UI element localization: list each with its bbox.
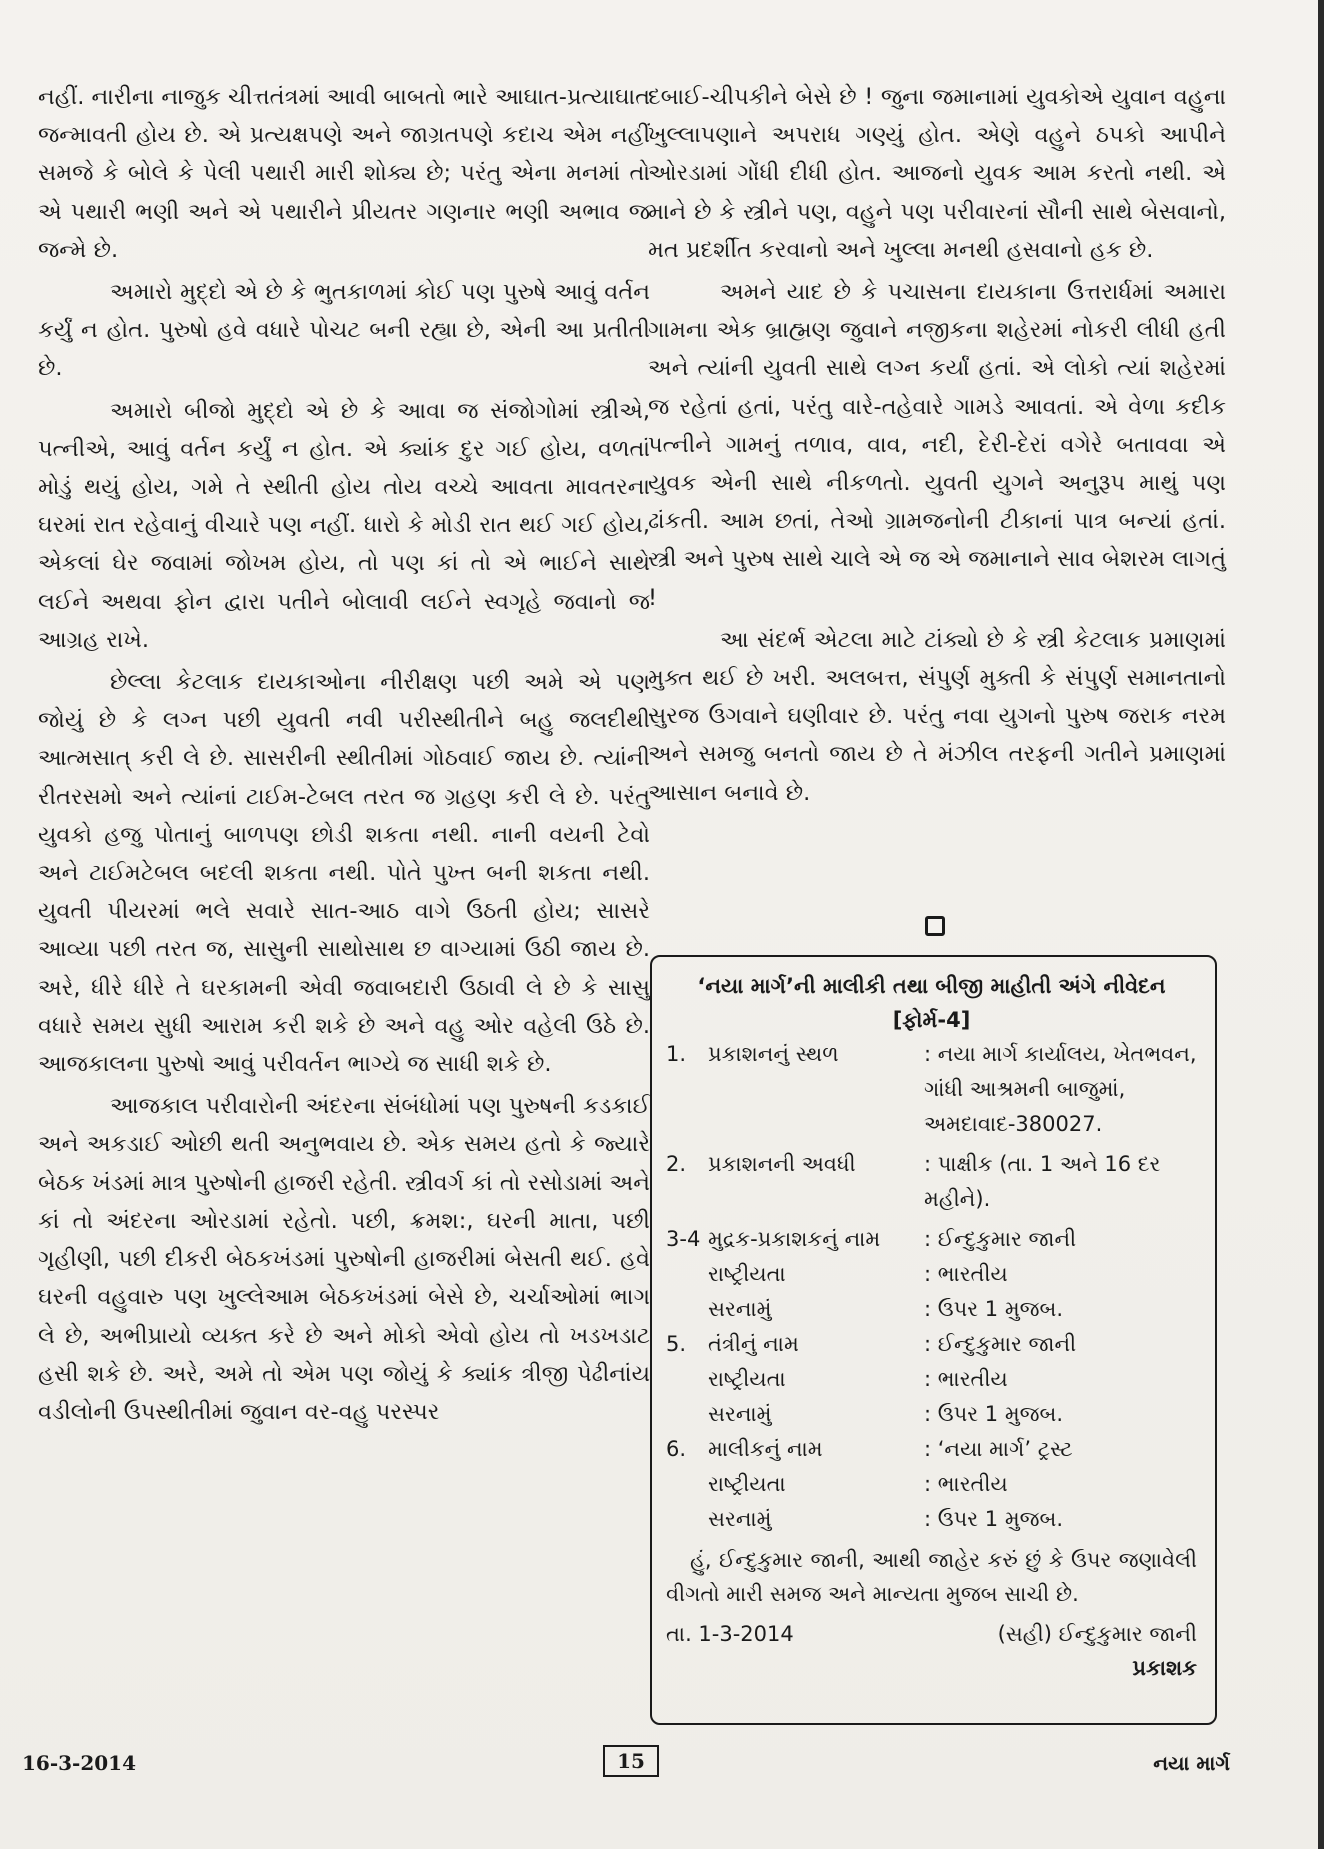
- row-value: : ઈન્દુકુમાર જાની: [924, 1332, 1077, 1356]
- scan-edge-divider: [1318, 0, 1324, 1849]
- paragraph: અમારો બીજો મુદ્દો એ છે કે આવા જ સંજોગોમાં સ્ત્રીએ, પત્નીએ, આવું વર્તન કર્યું ન હોત. એ ક્યાંક દુર ગઈ હોય, વળતાં મોડું થયું હોય, ગમે તે સ્થીતી હોય તોય વચ્ચે આવતા માવતરના ઘરમાં રાત રહેવાનું વીચારે પણ નહીં. ધારો કે મોડી રાત થઈ ગઈ હોય, એકલાં ઘેર જવામાં જોખમ હોય, તો પણ કાં તો એ ભાઈને સાથે લઈને અથવા ફોન દ્વારા પતીને બોલાવી લઈને સ્વગૃહે જવાનો જ આગ્રહ રાખે.: [38, 397, 650, 653]
- paragraph: દબાઈ-ચીપકીને બેસે છે ! જુના જમાનામાં યુવકોએ યુવાન વહુના ખુલ્લાપણાને અપરાધ ગણ્યું હોત. એણે વહુને ઠપકો આપીને ઓરડામાં ગોંધી દીધી હોત. આજનો યુવક આમ કરતો નથી. એ માને છે કે સ્ત્રીને પણ, વહુને પણ પરીવારનાં સૌની સાથે બેસવાનો, મત પ્રદર્શીત કરવાનો અને ખુલ્લા મનથી હસવાનો હક છે.: [648, 84, 1226, 263]
- row-value: : ઉપર 1 મુજબ.: [924, 1507, 1064, 1531]
- page-number: 15: [603, 1745, 659, 1777]
- notice-row: [666, 1362, 1197, 1397]
- paragraph: છેલ્લા કેટલાક દાયકાઓના નીરીક્ષણ પછી અમે એ પણ જોયું છે કે લગ્ન પછી યુવતી નવી પરીસ્થીતીને બહુ જલદીથી આત્મસાત્ કરી લે છે. સાસરીની સ્થીતીમાં ગોઠવાઈ જાય છે. ત્યાંની રીતરસમો અને ત્યાંનાં ટાઈમ-ટેબલ તરત જ ગ્રહણ કરી લે છે. પરંતુ યુવકો હજુ પોતાનું બાળપણ છોડી શકતા નથી. નાની વયની ટેવો અને ટાઈમટેબલ બદલી શકતા નથી. પોતે પુખ્ત બની શકતા નથી. યુવતી પીયરમાં ભલે સવારે સાત-આઠ વાગે ઉઠતી હોય; સાસરે આવ્યા પછી તરત જ, સાસુની સાથોસાથ છ વાગ્યામાં ઉઠી જાય છે. અરે, ધીરે ધીરે તે ઘરકામની એવી જવાબદારી ઉઠાવી લે છે કે સાસુ વધારે સમય સુધી આરામ કરી શકે છે અને વહુ ઓર વહેલી ઉઠે છે. આજકાલના પુરુષો આવું પરીવર્તન ભાગ્યે જ સાધી શકે છે.: [38, 669, 650, 1078]
- notice-row: [666, 1222, 1197, 1257]
- row-number: 3-4: [666, 1227, 701, 1251]
- right-column: [648, 78, 1226, 816]
- row-label: રાષ્ટ્રીયતા: [708, 1262, 786, 1286]
- row-label: મુદ્રક-પ્રકાશકનું નામ: [708, 1227, 881, 1251]
- row-value: : ભારતીય: [924, 1472, 1008, 1496]
- notice-publisher: પ્રકાશક: [1132, 1656, 1197, 1680]
- row-value: : ‘નયા માર્ગ’ ટ્રસ્ટ: [924, 1437, 1073, 1461]
- notice-sign-row: [666, 1617, 1197, 1651]
- notice-form-label: [ફોર્મ-4]: [892, 1008, 971, 1032]
- notice-row: [666, 1147, 1197, 1217]
- page-footer: [0, 1745, 1324, 1785]
- ownership-notice-box: [650, 955, 1217, 1725]
- paragraph: અમારો મુદ્દો એ છે કે ભુતકાળમાં કોઈ પણ પુરુષે આવું વર્તન કર્યું ન હોત. પુરુષો હવે વધારે પોચટ બની રહ્યા છે, એની આ પ્રતીતી છે.: [38, 279, 650, 382]
- row-value: : ઉપર 1 મુજબ.: [924, 1402, 1064, 1426]
- row-label: માલીકનું નામ: [708, 1437, 823, 1461]
- left-column: [38, 78, 650, 1435]
- notice-signature: (સહી) ઈન્દુકુમાર જાની: [997, 1622, 1197, 1646]
- row-number: 2.: [666, 1152, 687, 1176]
- notice-date: તા. 1-3-2014: [666, 1622, 794, 1646]
- article-end-square-icon: [925, 916, 945, 936]
- paragraph: નહીં. નારીના નાજુક ચીત્તતંત્રમાં આવી બાબતો ભારે આઘાત-પ્રત્યાઘાત જન્માવતી હોય છે. એ પ્રત્યક્ષપણે અને જાગ્રતપણે કદાચ એમ નહીં સમજે કે બોલે કે પેલી પથારી મારી શોક્ય છે; પરંતુ એના મનમાં તો એ પથારી ભણી અને એ પથારીને પ્રીયતર ગણનાર ભણી અભાવ જ જન્મે છે.: [38, 84, 650, 263]
- row-value: : ભારતીય: [924, 1262, 1008, 1286]
- magazine-name: નયા માર્ગ: [1153, 1751, 1230, 1775]
- row-label: સરનામું: [708, 1507, 772, 1531]
- row-label: રાષ્ટ્રીયતા: [708, 1367, 786, 1391]
- notice-row: [666, 1502, 1197, 1537]
- row-value: : ઉપર 1 મુજબ.: [924, 1297, 1064, 1321]
- notice-row: [666, 1037, 1197, 1142]
- paragraph: આ સંદર્ભ એટલા માટે ટાંક્યો છે કે સ્ત્રી કેટલાક પ્રમાણમાં મુક્ત થઈ છે ખરી. અલબત્ત, સંપુર્ણ મુક્તી કે સંપુર્ણ સમાનતાનો સુરજ ઉગવાને ઘણીવાર છે. પરંતુ નવા યુગનો પુરુષ જરાક નરમ અને સમજુ બનતો જાય છે તે મંઝીલ તરફની ગતીને પ્રમાણમાં આસાન બનાવે છે.: [648, 626, 1226, 806]
- row-label: પ્રકાશનની અવધી: [708, 1152, 856, 1176]
- row-value: : ભારતીય: [924, 1367, 1008, 1391]
- row-label: તંત્રીનું નામ: [708, 1332, 799, 1356]
- paragraph: આજકાલ પરીવારોની અંદરના સંબંધોમાં પણ પુરુષની કડકાઈ અને અકડાઈ ઓછી થતી અનુભવાય છે. એક સમય હતો કે જ્યારે બેઠક ખંડમાં માત્ર પુરુષોની હાજરી રહેતી. સ્ત્રીવર્ગ કાં તો રસોડામાં અને કાં તો અંદરના ઓરડામાં રહેતો. પછી, ક્રમશ:, ઘરની માતા, પછી ગૃહીણી, પછી દીકરી બેઠકખંડમાં પુરુષોની હાજરીમાં બેસતી થઈ. હવે ઘરની વહુવારુ પણ ખુલ્લેઆમ બેઠકખંડમાં બેસે છે, ચર્ચાઓમાં ભાગ લે છે, અભીપ્રાયો વ્યક્ત કરે છે અને મોકો એવો હોય તો ખડખડાટ હસી શકે છે. અરે, અમે તો એમ પણ જોયું કે ક્યાંક ત્રીજી પેઢીનાંય વડીલોની ઉપસ્થીતીમાં જુવાન વર-વહુ પરસ્પર: [38, 1093, 650, 1425]
- row-value: : પાક્ષીક (તા. 1 અને 16 દર મહીને).: [924, 1152, 1161, 1211]
- row-label: સરનામું: [708, 1297, 772, 1321]
- notice-row: [666, 1432, 1197, 1467]
- notice-title: ‘નયા માર્ગ’ની માલીકી તથા બીજી માહીતી અંગે નીવેદન: [697, 974, 1166, 998]
- notice-declaration: હું, ઈન્દુકુમાર જાની, આથી જાહેર કરું છું કે ઉપર જણાવેલી વીગતો મારી સમજ અને માન્યતા મુજબ સાચી છે.: [666, 1548, 1197, 1606]
- row-number: 5.: [666, 1332, 687, 1356]
- row-value: : નયા માર્ગ કાર્યાલય, ખેતભવન, ગાંધી આશ્રમની બાજુમાં, અમદાવાદ-380027.: [924, 1042, 1197, 1136]
- row-number: 6.: [666, 1437, 687, 1461]
- row-label: પ્રકાશનનું સ્થળ: [708, 1042, 839, 1066]
- notice-row: [666, 1467, 1197, 1502]
- row-number: 1.: [666, 1042, 687, 1066]
- paragraph: અમને યાદ છે કે પચાસના દાયકાના ઉત્તરાર્ધમાં અમારા ગામના એક બ્રાહ્મણ જુવાને નજીકના શહેરમાં નોકરી લીધી હતી અને ત્યાંની યુવતી સાથે લગ્ન કર્યાં હતાં. એ લોકો ત્યાં શહેરમાં જ રહેતાં હતાં, પરંતુ વારે-તહેવારે ગામડે આવતાં. એ વેળા કદીક પત્નીને ગામનું તળાવ, વાવ, નદી, દેરી-દેરાં વગેરે બતાવવા એ યુવક એની સાથે નીકળતો. યુવતી યુગને અનુરૂપ માથું પણ ઢાંકતી. આમ છતાં, તેઓ ગ્રામજનોની ટીકાનાં પાત્ર બન્યાં હતાં. સ્ત્રી અને પુરુષ સાથે ચાલે એ જ એ જમાનાને સાવ બેશરમ લાગતું !: [648, 279, 1226, 611]
- notice-row: [666, 1327, 1197, 1362]
- row-label: રાષ્ટ્રીયતા: [708, 1472, 786, 1496]
- notice-row: [666, 1257, 1197, 1292]
- notice-row: [666, 1397, 1197, 1432]
- issue-date: 16-3-2014: [22, 1751, 137, 1775]
- notice-row: [666, 1292, 1197, 1327]
- row-value: : ઈન્દુકુમાર જાની: [924, 1227, 1077, 1251]
- row-label: સરનામું: [708, 1402, 772, 1426]
